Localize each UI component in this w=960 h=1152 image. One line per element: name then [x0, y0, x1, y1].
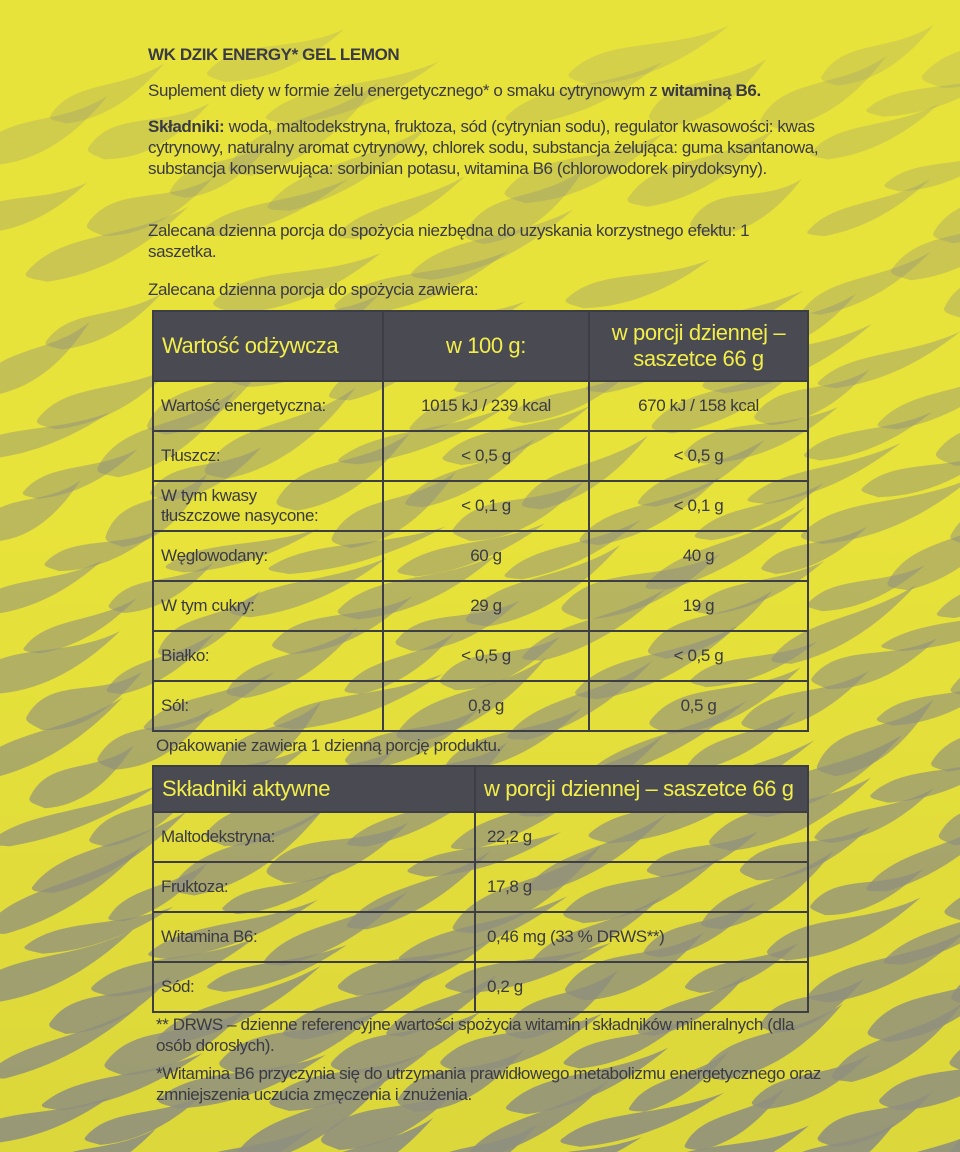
value-per-100g: 0,8 g	[383, 681, 589, 731]
value-per-portion: 19 g	[589, 581, 808, 631]
active-ingredient-name: Witamina B6:	[153, 912, 475, 962]
table-row	[153, 962, 808, 1012]
active-ingredient-value: 17,8 g	[475, 862, 808, 912]
value-per-100g: 60 g	[383, 531, 589, 581]
footnote-claim: *Witamina B6 przyczynia się do utrzymania prawidłowego metabolizmu energetycznego oraz zmniejszenia uczucia zmęczenia i znużenia.	[156, 1064, 821, 1104]
table-row	[153, 581, 808, 631]
table-row	[153, 862, 808, 912]
footnote-drws: ** DRWS – dzienne referencyjne wartości spożycia witamin i składników mineralnych (dla osób dorosłych).	[156, 1015, 795, 1055]
table-row	[153, 631, 808, 681]
active-header-col0: Składniki aktywne	[153, 766, 475, 812]
value-per-portion: < 0,5 g	[589, 631, 808, 681]
value-per-100g: < 0,5 g	[383, 431, 589, 481]
table-row	[153, 681, 808, 731]
product-description	[148, 80, 828, 101]
nutrient-name: Białko:	[153, 631, 383, 681]
value-per-portion: < 0,5 g	[589, 431, 808, 481]
active-ingredients-table	[152, 765, 809, 1013]
table-row	[153, 381, 808, 431]
active-ingredient-value: 22,2 g	[475, 812, 808, 862]
description-text: Suplement diety w formie żelu energetycznego* o smaku cytrynowym z	[148, 81, 662, 100]
table-row	[153, 531, 808, 581]
active-header-col1: w porcji dziennej – saszetce 66 g	[475, 766, 808, 812]
nutrient-name: Wartość energetyczna:	[153, 381, 383, 431]
nutrition-header-col0: Wartość odżywcza	[153, 311, 383, 381]
nutrient-name: Węglowodany:	[153, 531, 383, 581]
nutrition-header-row	[153, 311, 808, 381]
value-per-portion: < 0,1 g	[589, 481, 808, 531]
nutrient-name: Sól:	[153, 681, 383, 731]
active-ingredient-name: Sód:	[153, 962, 475, 1012]
active-header-row	[153, 766, 808, 812]
value-per-portion: 670 kJ / 158 kcal	[589, 381, 808, 431]
value-per-100g: < 0,5 g	[383, 631, 589, 681]
nutrition-header-col2: w porcji dziennej – saszetce 66 g	[589, 311, 808, 381]
value-per-portion: 40 g	[589, 531, 808, 581]
table-row	[153, 481, 808, 531]
value-per-100g: < 0,1 g	[383, 481, 589, 531]
description-bold: witaminą B6.	[661, 81, 761, 100]
ingredients-text: woda, maltodekstryna, fruktoza, sód (cytrynian sodu), regulator kwasowości: kwas cytrynowy, naturalny aromat cytrynowy, chlorek sodu, substancja żelująca: guma ksantanowa, substancja konserwująca: sorbinian potasu, witamina B6 (chlorowodorek pirydoksyny).	[148, 117, 819, 178]
nutrient-name: Tłuszcz:	[153, 431, 383, 481]
package-note: Opakowanie zawiera 1 dzienną porcję produktu.	[156, 736, 501, 755]
active-ingredient-value: 0,46 mg (33 % DRWS**)	[475, 912, 808, 962]
nutrition-header-col1: w 100 g:	[383, 311, 589, 381]
table-row	[153, 431, 808, 481]
value-per-portion: 0,5 g	[589, 681, 808, 731]
nutrient-name: W tym kwasy tłuszczowe nasycone:	[153, 481, 383, 531]
value-per-100g: 1015 kJ / 239 kcal	[383, 381, 589, 431]
nutrition-table	[152, 310, 809, 732]
table-row	[153, 812, 808, 862]
product-title: WK DZIK ENERGY* GEL LEMON	[148, 45, 400, 64]
ingredients-paragraph	[148, 116, 828, 179]
active-ingredient-value: 0,2 g	[475, 962, 808, 1012]
value-per-100g: 29 g	[383, 581, 589, 631]
table-row	[153, 912, 808, 962]
dosage-contains: Zalecana dzienna porcja do spożycia zawiera:	[148, 280, 479, 299]
active-ingredient-name: Maltodekstryna:	[153, 812, 475, 862]
nutrient-name: W tym cukry:	[153, 581, 383, 631]
active-ingredient-name: Fruktoza:	[153, 862, 475, 912]
ingredients-label: Składniki:	[148, 117, 225, 136]
dosage-recommended: Zalecana dzienna porcja do spożycia niezbędna do uzyskania korzystnego efektu: 1 saszetka.	[148, 221, 750, 261]
